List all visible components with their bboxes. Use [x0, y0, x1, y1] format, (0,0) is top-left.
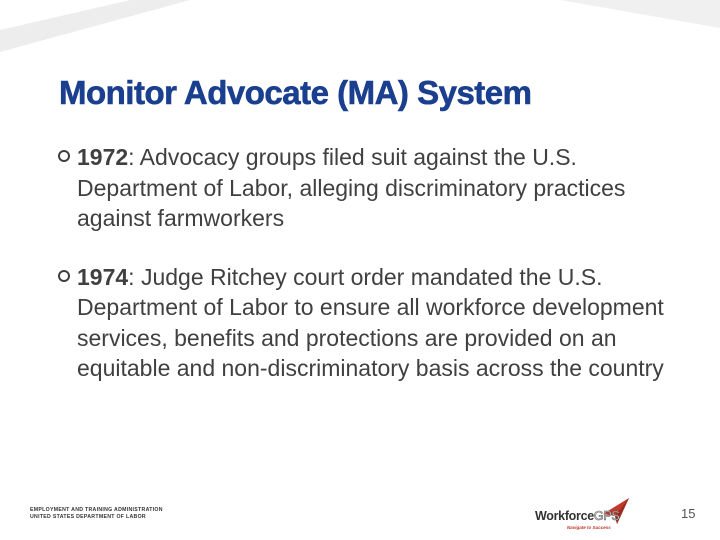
slide-title: Monitor Advocate (MA) System — [59, 74, 532, 111]
agency-line-2: UNITED STATES DEPARTMENT OF LABOR — [30, 514, 146, 520]
bullet-year: 1974 — [77, 263, 129, 290]
bullet-text: : Advocacy groups filed suit against the U.S. Department of Labor, alleging discriminatory practices against farmworkers — [77, 144, 626, 231]
agency-line-1: EMPLOYMENT AND TRAINING ADMINISTRATION — [30, 507, 163, 513]
logo-tagline: Navigate to Success — [567, 525, 611, 530]
bullet-list — [57, 142, 697, 384]
bullet-item-1972 — [57, 142, 697, 234]
ring-bullet-icon — [58, 270, 70, 282]
logo-text-secondary: GPS — [593, 509, 620, 523]
workforcegps-logo — [533, 496, 633, 532]
bullet-year: 1972 — [77, 144, 129, 170]
bullet-text: : Judge Ritchey court order mandated the U.S. Department of Labor to ensure all workforce development services, benefits and protections are provided on an equitable and non-discriminatory basis across the country — [77, 263, 664, 381]
bullet-item-1974 — [57, 262, 697, 384]
eta-logo — [30, 507, 163, 521]
ring-bullet-icon — [58, 150, 70, 162]
page-number: 15 — [681, 506, 696, 521]
logo-text-primary: Workforce — [535, 509, 594, 523]
corner-decoration — [0, 0, 720, 60]
